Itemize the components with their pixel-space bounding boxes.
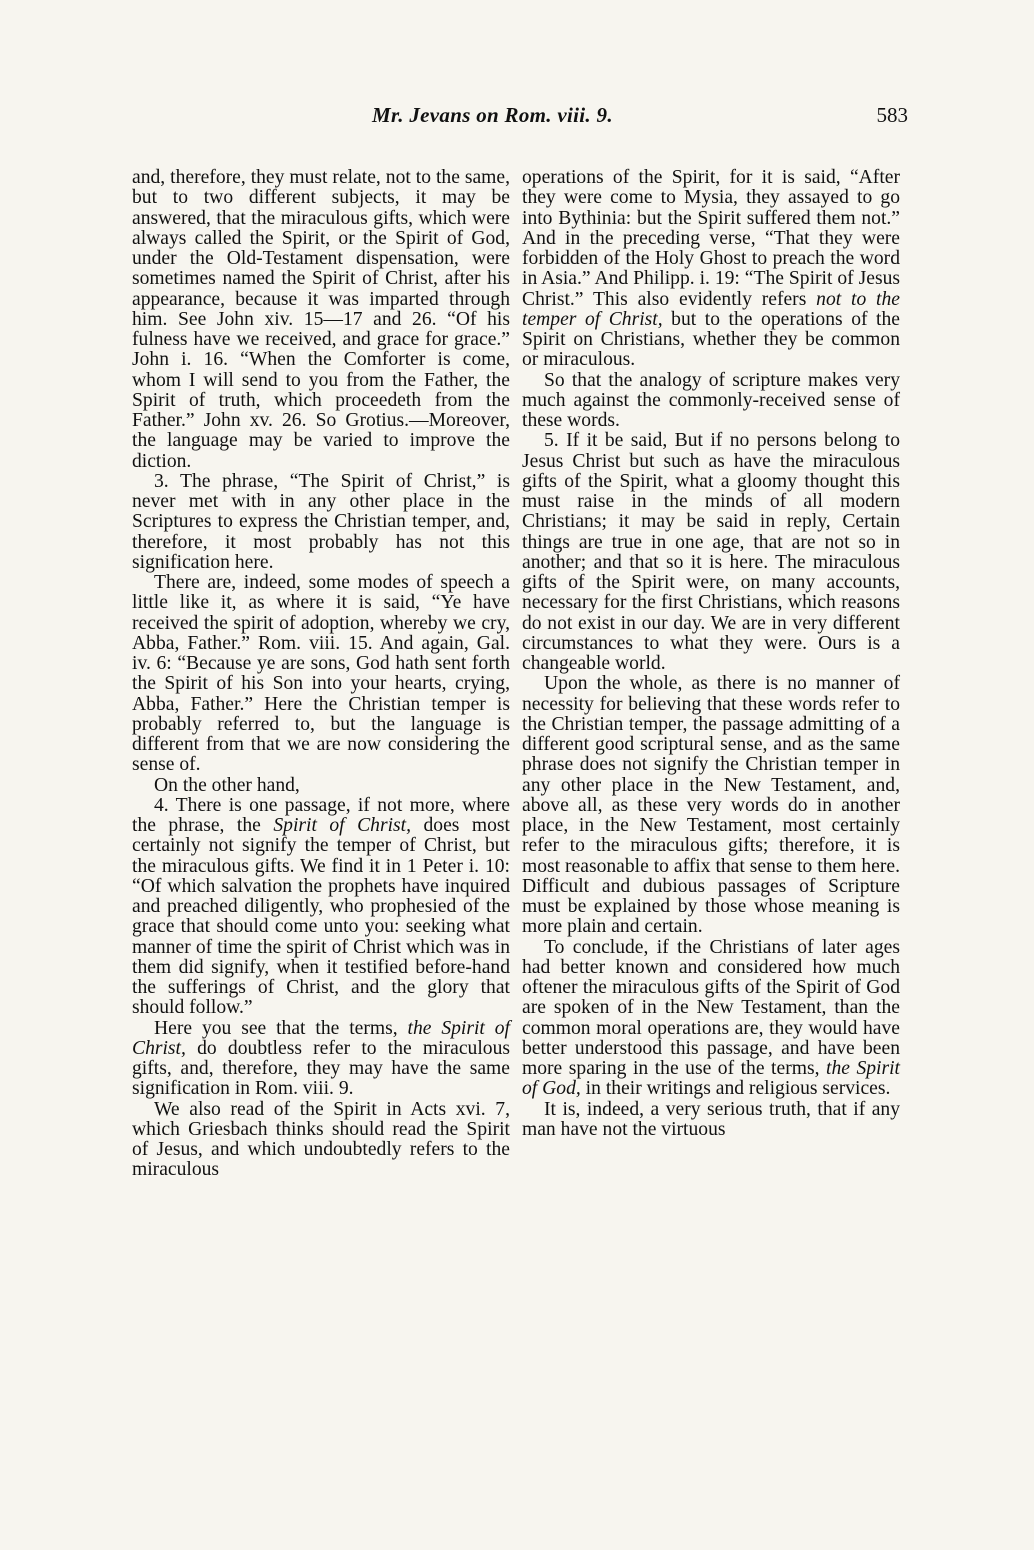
paragraph [522,938,900,1100]
text-run: does most certainly not signify the temper of Christ, but the miraculous gifts. We find it in 1 Peter i. 10: “Of which salvation the prophets have inquired and preached diligently, who prophesied of the grace that should come unto you: seeking what manner of time the spirit of Christ which was in them did signify, when it testified before-hand the sufferings of Christ, and the glory that should follow.” [132,815,510,1019]
text-run: To conclude, if the Christians of later ages had better known and considered how much oftener the miraculous gifts of the Spirit of God are spoken of in the New Testament, than the common moral operations are, they would have better understood this passage, and have been more sparing in the use of the terms, [522,936,900,1079]
italic-text: the Spirit of Christ, [132,1017,510,1059]
paragraph [522,168,900,371]
text-run: in their writings and religious services. [580,1078,891,1100]
text-run: do doubtless refer to the miraculous gifts, and, therefore, they may have the same signification in Rom. viii. 9. [132,1037,510,1100]
paragraph [132,796,510,1019]
text-run: operations of the Spirit, for it is said, “After they were come to Mysia, they assayed to go into Bythinia: but the Spirit suffered them not.” And in the preceding verse, “That they were forbidden of the Holy Ghost to preach the word in Asia.” And Philipp. i. 19: “The Spirit of Jesus Christ.” This also evidently refers [522,167,900,310]
paragraph: It is, indeed, a very serious truth, that if any man have not the virtuous [522,1098,900,1140]
left-column [132,168,510,1181]
paragraph: Upon the whole, as there is no manner of necessity for believing that these words refer to the Christian temper, the passage admitting of a different good scriptural sense, and as the same phrase does not signify the Christian temper in any other place in the New Testament, and, above all, as these very words do in another place, in the New Testament, most certainly refer to the miraculous gifts; therefore, it is most reasonable to affix that sense to them here. Difficult and dubious passages of Scripture must be explained by those whose meaning is more plain and certain. [522,673,900,938]
page-number: 583 [876,103,908,127]
paragraph: We also read of the Spirit in Acts xvi. 7, which Griesbach thinks should read the Spirit of Jesus, and which undoubtedly refers to the miraculous [132,1098,510,1181]
page-header [132,103,908,133]
text-run: Here you see that the terms, [154,1017,408,1039]
paragraph [132,1019,510,1100]
paragraph: On the other hand, [154,774,300,796]
right-column [522,168,900,1140]
paragraph: So that the analogy of scripture makes very much against the commonly-received sense of these words. [522,369,900,431]
paragraph: There are, indeed, some modes of speech a little like it, as where it is said, “Ye have received the spirit of adoption, whereby we cry, Abba, Father.” Rom. viii. 15. And again, Gal. iv. 6: “Because ye are sons, God hath sent forth the Spirit of his Son into your hearts, crying, Abba, Father.” Here the Christian temper is probably referred to, but the language is different from that we are now considering the sense of. [132,572,510,776]
running-head: Mr. Jevans on Rom. viii. 9. [372,103,613,127]
paragraph: 3. The phrase, “The Spirit of Christ,” is never met with in any other place in the Scriptures to express the Christian temper, and, therefore, it most probably has not this signification here. [132,470,510,573]
italic-text: Spirit of Christ, [273,815,412,836]
text-run: but to the operations of the Spirit on Christians, whether they be common or miraculous. [522,308,900,371]
paragraph: 5. If it be said, But if no persons belong to Jesus Christ but such as have the miraculous gifts of the Spirit, what a gloomy thought this must raise in the minds of all modern Christians; it may be said in reply, Certain things are true in one age, that are not so in another; and that so it is here. The miraculous gifts of the Spirit were, on many accounts, necessary for the first Christians, which reasons do not exist in our day. We are in very different circumstances to what they were. Ours is a changeable world. [522,430,900,674]
text-run: 4. There is one passage, if not more, where the phrase, the [132,794,510,836]
italic-text: the Spirit of God, [522,1058,900,1100]
italic-text: not to the temper of Christ, [522,288,900,330]
paragraph: and, therefore, they must relate, not to the same, but to two different subjects, it may be answered, that the miraculous gifts, which were always called the Spirit, or the Spirit of God, under the Old-Testament dispensation, were sometimes named the Spirit of Christ, after his appearance, because it was imparted through him. See John xiv. 15—17 and 26. “Of his fulness have we received, and grace for grace.” John i. 16. “When the Comforter is come, whom I will send to you from the Father, the Spirit of truth, which proceedeth from the Father.” John xv. 26. So Grotius.—Moreover, the language may be varied to improve the diction. [132,167,510,472]
